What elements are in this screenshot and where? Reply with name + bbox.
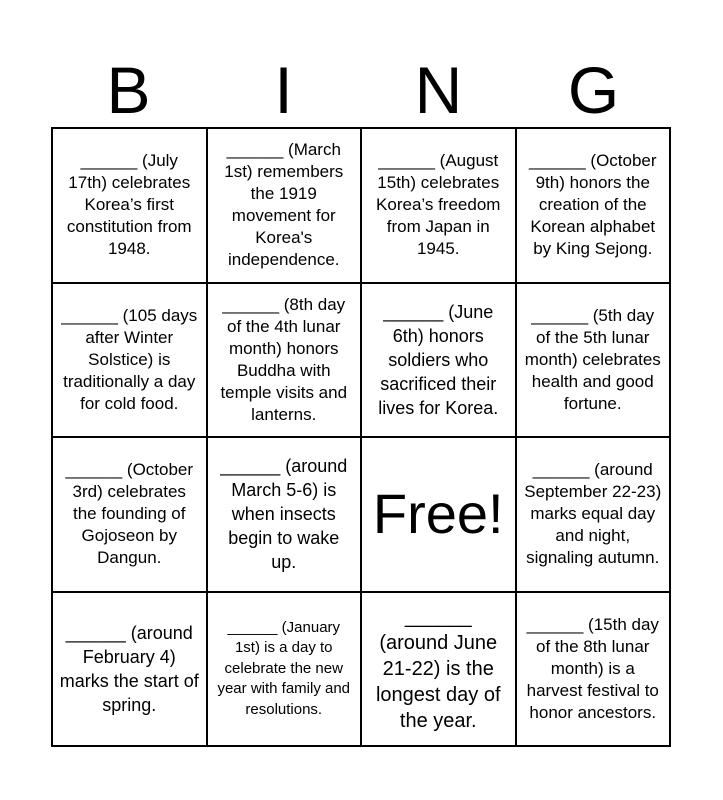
cell-text: ______ (March 1st) remembers the 1919 movement for Korea's independence. (224, 140, 344, 270)
bingo-cell[interactable] (517, 284, 672, 439)
bingo-cell[interactable] (517, 593, 672, 748)
header-letter-i: I (274, 53, 293, 127)
cell-text: ______ (around June 21-22) is the longest day of the year. (375, 605, 501, 732)
bingo-cell[interactable] (362, 129, 517, 284)
bingo-cell[interactable] (208, 284, 363, 439)
bingo-header (51, 52, 671, 128)
bingo-cell[interactable] (517, 129, 672, 284)
cell-text: ______ (July 17th) celebrates Korea’s first constitution from 1948. (66, 151, 192, 259)
free-space-cell[interactable] (362, 438, 517, 593)
cell-text: ______ (around February 4) marks the start of spring. (59, 622, 199, 715)
header-letter-g: G (567, 53, 620, 127)
cell-text: ______ (105 days after Winter Solstice) is traditionally a day for cold food. (61, 305, 198, 413)
cell-text: ______ (October 3rd) celebrates the founding of Gojoseon by Dangun. (65, 460, 194, 568)
bingo-grid (51, 127, 671, 747)
cell-text: ______ (around September 22-23) marks equal day and night, signaling autumn. (524, 460, 662, 568)
cell-text: ______ (January 1st) is a day to celebrate the new year with family and resolutions. (217, 618, 351, 718)
bingo-cell[interactable] (208, 593, 363, 748)
cell-text: ______ (5th day of the 5th lunar month) celebrates health and good fortune. (524, 305, 661, 413)
bingo-cell[interactable] (53, 438, 208, 593)
bingo-cell[interactable] (53, 593, 208, 748)
cell-text: ______ (October 9th) honors the creation of the Korean alphabet by King Sejong. (528, 151, 657, 259)
header-letter-n: N (414, 53, 463, 127)
bingo-cell[interactable] (362, 284, 517, 439)
cell-text: ______ (8th day of the 4th lunar month) honors Buddha with temple visits and lanterns. (220, 294, 348, 424)
free-space-text: Free! (372, 482, 504, 546)
header-letter-b: B (106, 53, 151, 127)
bingo-cell[interactable] (53, 129, 208, 284)
cell-text: ______ (August 15th) celebrates Korea’s freedom from Japan in 1945. (376, 151, 501, 259)
bingo-cell[interactable] (208, 438, 363, 593)
cell-text: ______ (15th day of the 8th lunar month) is a harvest festival to honor ancestors. (526, 614, 659, 722)
cell-text: ______ (June 6th) honors soldiers who sacrificed their lives for Korea. (378, 301, 499, 418)
bingo-cell[interactable] (53, 284, 208, 439)
bingo-cell[interactable] (208, 129, 363, 284)
bingo-cell[interactable] (362, 593, 517, 748)
cell-text: ______ (around March 5-6) is when insects begin to wake up. (220, 456, 348, 573)
bingo-cell[interactable] (517, 438, 672, 593)
